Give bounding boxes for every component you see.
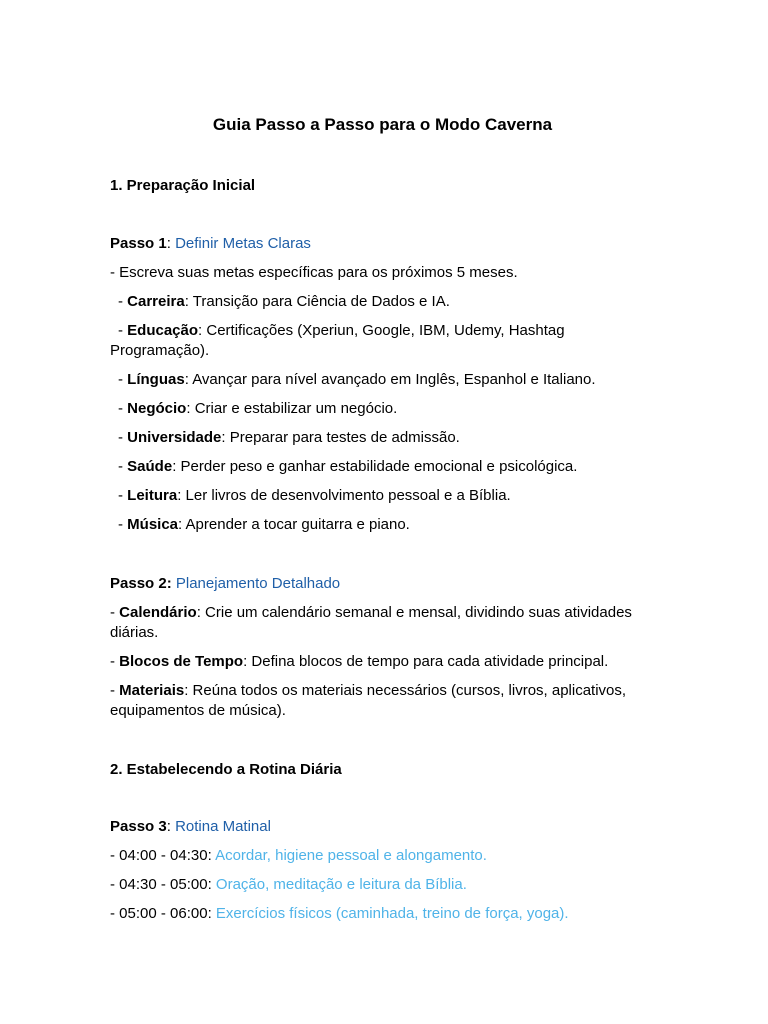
goal-item bbox=[110, 428, 663, 448]
step-name: Rotina Matinal bbox=[175, 818, 271, 835]
planning-prefix: - bbox=[110, 653, 120, 670]
planning-text: : Defina blocos de tempo para cada atividade principal. bbox=[243, 653, 609, 670]
goal-text: : Perder peso e ganhar estabilidade emocional e psicológica. bbox=[172, 458, 578, 475]
goal-key: Negócio bbox=[127, 400, 187, 417]
goal-item bbox=[110, 292, 663, 312]
planning-prefix: - bbox=[110, 682, 120, 699]
step-label: Passo 1 bbox=[110, 235, 167, 252]
document-title: Guia Passo a Passo para o Modo Caverna bbox=[212, 115, 553, 134]
step-label: Passo 3 bbox=[110, 818, 167, 835]
goal-item bbox=[110, 457, 663, 477]
goal-key: Leitura bbox=[127, 487, 178, 504]
planning-key: Blocos de Tempo bbox=[119, 653, 244, 670]
goal-text: : Certificações (Xperiun, Google, IBM, Udemy, Hashtag Programação). bbox=[110, 322, 565, 359]
step-name: Planejamento Detalhado bbox=[171, 575, 341, 592]
goal-prefix: - bbox=[118, 400, 128, 417]
step-1-heading bbox=[110, 234, 655, 254]
goal-text: : Aprender a tocar guitarra e piano. bbox=[178, 516, 410, 533]
goal-text: : Transição para Ciência de Dados e IA. bbox=[184, 293, 450, 310]
goal-text: : Avançar para nível avançado em Inglês, Espanhol e Italiano. bbox=[184, 371, 596, 388]
step-label: Passo 2: bbox=[110, 575, 172, 592]
goal-prefix: - bbox=[118, 322, 128, 339]
step-1-intro: - Escreva suas metas específicas para os próximos 5 meses. bbox=[110, 264, 518, 281]
planning-text: : Crie um calendário semanal e mensal, dividindo suas atividades diárias. bbox=[110, 604, 632, 641]
step-separator: : bbox=[166, 818, 176, 835]
goal-prefix: - bbox=[118, 458, 128, 475]
goal-prefix: - bbox=[118, 429, 128, 446]
step-name: Definir Metas Claras bbox=[175, 235, 311, 252]
goal-text: : Criar e estabilizar um negócio. bbox=[186, 400, 398, 417]
goal-item bbox=[110, 321, 655, 361]
goal-text: : Preparar para testes de admissão. bbox=[221, 429, 460, 446]
routine-activity: Acordar, higiene pessoal e alongamento. bbox=[215, 847, 487, 864]
planning-prefix: - bbox=[110, 604, 120, 621]
planning-item bbox=[110, 603, 655, 643]
goal-item bbox=[110, 399, 663, 419]
goal-item bbox=[110, 515, 663, 535]
planning-key: Calendário bbox=[119, 604, 197, 621]
goal-prefix: - bbox=[118, 516, 128, 533]
routine-activity: Oração, meditação e leitura da Bíblia. bbox=[215, 876, 467, 893]
routine-item bbox=[110, 904, 655, 924]
goal-prefix: - bbox=[118, 487, 128, 504]
planning-text: : Reúna todos os materiais necessários (cursos, livros, aplicativos, equipamentos de música). bbox=[110, 682, 627, 719]
routine-item bbox=[110, 875, 655, 895]
planning-key: Materiais bbox=[119, 682, 185, 699]
section-heading-preparacao: 1. Preparação Inicial bbox=[110, 177, 256, 194]
step-3-heading bbox=[110, 817, 655, 837]
routine-item bbox=[110, 846, 655, 866]
routine-time: - 04:00 - 04:30: bbox=[110, 847, 216, 864]
routine-time: - 04:30 - 05:00: bbox=[110, 876, 216, 893]
goal-key: Universidade bbox=[127, 429, 222, 446]
routine-activity: Exercícios físicos (caminhada, treino de força, yoga). bbox=[215, 905, 569, 922]
goal-key: Carreira bbox=[127, 293, 185, 310]
routine-time: - 05:00 - 06:00: bbox=[110, 905, 216, 922]
goal-text: : Ler livros de desenvolvimento pessoal e a Bíblia. bbox=[177, 487, 511, 504]
planning-item bbox=[110, 652, 655, 672]
goal-key: Música bbox=[127, 516, 179, 533]
step-2-heading bbox=[110, 574, 655, 594]
step-separator: : bbox=[166, 235, 176, 252]
planning-item bbox=[110, 681, 655, 721]
section-heading-rotina: 2. Estabelecendo a Rotina Diária bbox=[110, 761, 342, 778]
goal-item bbox=[110, 486, 663, 506]
goal-key: Educação bbox=[127, 322, 199, 339]
goal-item bbox=[110, 370, 663, 390]
goal-prefix: - bbox=[118, 371, 128, 388]
goal-prefix: - bbox=[118, 293, 128, 310]
goal-key: Línguas bbox=[127, 371, 185, 388]
goal-key: Saúde bbox=[127, 458, 173, 475]
